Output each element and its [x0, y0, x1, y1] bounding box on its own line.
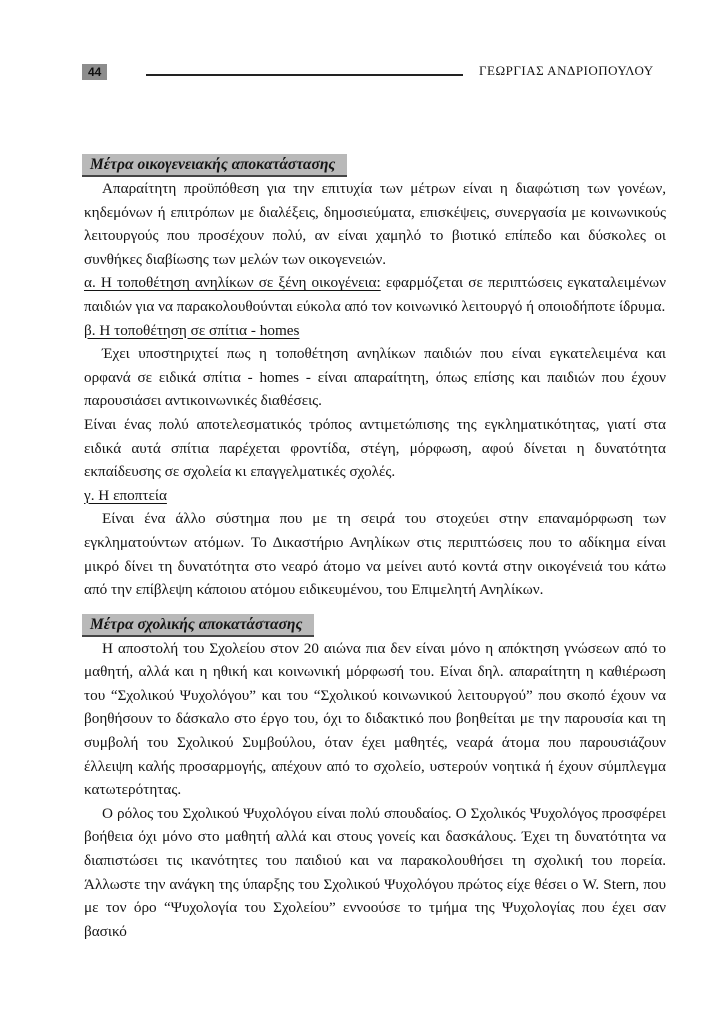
header-rule: [146, 74, 463, 76]
page-header: [0, 0, 705, 90]
item-c-heading: γ. Η εποπτεία: [84, 486, 167, 504]
running-head: ΓΕΩΡΓΙΑΣ ΑΝΔΡΙΟΠΟΥΛΟΥ: [479, 63, 654, 78]
page-body: [84, 150, 666, 943]
item-b-paragraph-1: Έχει υποστηριχτεί πως η τοποθέτηση ανηλίκων παιδιών που είναι εγκατελειμένα και ορφανά σε ειδικά σπίτια - homes - είναι απαραίτητη, όπως επίσης και παιδιών που έχουν παρουσιάσει αντικοινωνικές διαθέσεις.: [84, 345, 666, 410]
item-a-heading: α. Η τοποθέτηση ανηλίκων σε ξένη οικογένεια:: [84, 274, 381, 292]
page-number: 44: [82, 64, 107, 80]
item-b-heading-line: [84, 319, 666, 343]
section-heading-school: Μέτρα σχολικής αποκατάστασης: [82, 614, 314, 637]
section-family-intro: Απαραίτητη προϋπόθεση για την επιτυχία των μέτρων είναι η διαφώτιση των γονέων, κηδεμόνων ή επιτρόπων με διαλέξεις, δημοσιεύματα, επισκέψεις, συνεργασία με κοινωνικούς λειτουργούς που προσέχουν πολύ, αν είναι χαμηλό το βιοτικό επίπεδο και δύσκολες οι συνθήκες διαβίωσης των μελών των οικογενειών.: [84, 180, 666, 268]
section-heading-family: Μέτρα οικογενειακής αποκατάστασης: [82, 154, 347, 177]
item-c-paragraph: Είναι ένα άλλο σύστημα που με τη σειρά του στοχεύει στην επαναμόρφωση των εγκληματούντων ατόμων. Το Δικαστήριο Ανηλίκων στις περιπτώσεις που το αδίκημα είναι μικρό δίνει τη δυνατότητα στο νεαρό άτομο να μείνει αυτό κοντά στην οικογένειά του κάτω από την επίβλεψη κάποιου ατόμου ειδικευμένου, του Επιμελητή Ανηλίκων.: [84, 510, 666, 599]
section-school-paragraph-1: Η αποστολή του Σχολείου στον 20 αιώνα πια δεν είναι μόνο η απόκτηση γνώσεων από το μαθητή, αλλά και η ηθική και κοινωνική μόρφωσή του. Είναι δηλ. απαραίτητη η καθιέρωση του “Σχολικού Ψυχολόγου” και του “Σχολικού κοινωνικού λειτουργού” που σκοπό έχουν να βοηθήσουν το δάσκαλο στο έργο του, όχι το διδακτικό που βοηθείται με την παρουσία και τη συμβολή του Σχολικού Συμβούλου, όταν έχει μαθητές, νεαρά άτομα που παρουσιάζουν έλλειψη καλής προσαρμογής, απέχουν από το σχολείο, υστερούν νοητικά ή έχουν σύμπλεγμα κατωτερότητας.: [84, 639, 666, 799]
item-b-heading: β. Η τοποθέτηση σε σπίτια - homes: [84, 321, 300, 339]
section-school-paragraph-2: Ο ρόλος του Σχολικού Ψυχολόγου είναι πολύ σπουδαίος. Ο Σχολικός Ψυχολόγος προσφέρει βοήθεια όχι μόνο στο μαθητή αλλά και στους γονείς και δασκάλους. Έχει τη δυνατότητα να διαπιστώσει τις ικανότητες του παιδιού και να παρακολουθήσει τη σχολική του πορεία. Άλλωστε την ανάγκη της ύπαρξης του Σχολικού Ψυχολόγου πρώτος είχε θέσει ο W. Stern, που με τον όρο “Ψυχολογία του Σχολείου” εννοούσε το τμήμα της Ψυχολογίας που έχει σαν βασικό: [84, 804, 666, 940]
item-b-paragraph-2: Είναι ένας πολύ αποτελεσματικός τρόπος αντιμετώπισης της εγκληματικότητας, γιατί στα ειδικά αυτά σπίτια παρέχεται φροντίδα, στέγη, μόρφωση, αφού δίνεται η δυνατότητα εκπαίδευσης σε σχολεία κι επαγγελματικές σχολές.: [84, 415, 666, 481]
item-a: [84, 271, 666, 318]
item-c-heading-line: [84, 484, 666, 508]
item-a-text: εφαρμόζεται σε περιπτώσεις εγκαταλειμένων παιδιών για να παρακολουθούνται εύκολα από τον κοινωνικό λειτουργό ή οποιοδήποτε ίδρυμα.: [84, 274, 667, 315]
